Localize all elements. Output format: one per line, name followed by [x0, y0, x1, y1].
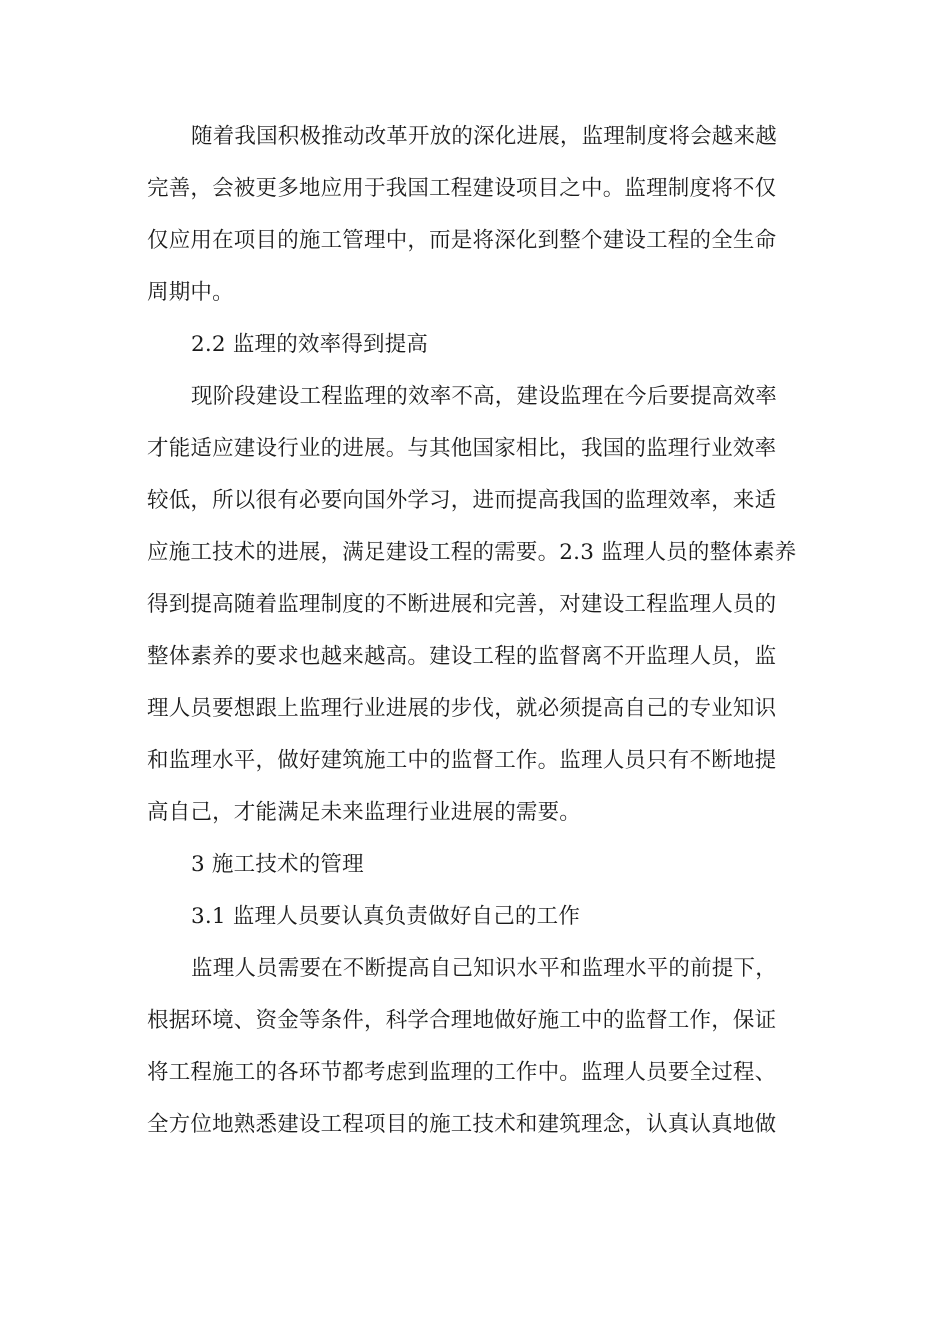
paragraph-line: 全方位地熟悉建设工程项目的施工技术和建筑理念，认真认真地做 [147, 1112, 777, 1137]
paragraph-line: 周期中。 [147, 280, 234, 305]
paragraph-line: 理人员要想跟上监理行业进展的步伐，就必须提高自己的专业知识 [147, 696, 777, 721]
paragraph-line: 仅应用在项目的施工管理中，而是将深化到整个建设工程的全生命 [147, 228, 777, 253]
paragraph-line: 现阶段建设工程监理的效率不高，建设监理在今后要提高效率 [191, 384, 777, 409]
paragraph-line: 较低，所以很有必要向国外学习，进而提高我国的监理效率，来适 [147, 488, 777, 513]
section-heading: 2.2 监理的效率得到提高 [191, 332, 429, 357]
paragraph-line: 整体素养的要求也越来越高。建设工程的监督离不开监理人员，监 [147, 644, 777, 669]
paragraph-line: 根据环境、资金等条件，科学合理地做好施工中的监督工作，保证 [147, 1008, 777, 1033]
subsection-heading: 3.1 监理人员要认真负责做好自己的工作 [191, 904, 581, 929]
section-heading: 3 施工技术的管理 [191, 852, 364, 877]
paragraph-line: 监理人员需要在不断提高自己知识水平和监理水平的前提下， [191, 956, 777, 981]
paragraph-line: 将工程施工的各环节都考虑到监理的工作中。监理人员要全过程、 [147, 1060, 777, 1085]
paragraph-line: 应施工技术的进展，满足建设工程的需要。2.3 监理人员的整体素养 [147, 540, 797, 565]
paragraph-line: 高自己，才能满足未来监理行业进展的需要。 [147, 800, 582, 825]
paragraph-line: 完善，会被更多地应用于我国工程建设项目之中。监理制度将不仅 [147, 176, 777, 201]
paragraph-line: 得到提高随着监理制度的不断进展和完善，对建设工程监理人员的 [147, 592, 777, 617]
paragraph-line: 才能适应建设行业的进展。与其他国家相比，我国的监理行业效率 [147, 436, 777, 461]
paragraph-line: 随着我国积极推动改革开放的深化进展，监理制度将会越来越 [191, 124, 777, 149]
paragraph-line: 和监理水平，做好建筑施工中的监督工作。监理人员只有不断地提 [147, 748, 777, 773]
